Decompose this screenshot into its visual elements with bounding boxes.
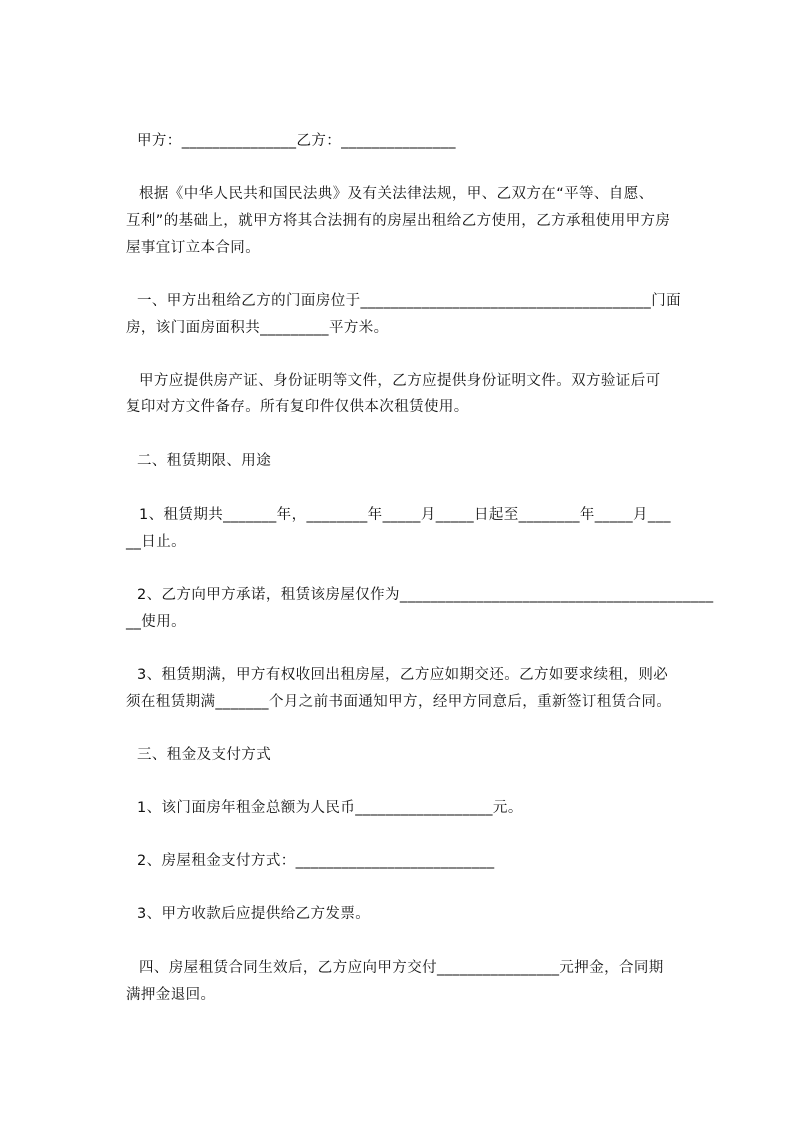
section-4-line-1: 四、房屋租赁合同生效后，乙方应向甲方交付________________元押金，合同期 xyxy=(139,960,664,976)
documents-line-2: 复印对方文件备存。所有复印件仅供本次租赁使用。 xyxy=(126,399,469,415)
section-3-heading: 三、租金及支付方式 xyxy=(137,747,272,763)
section-2-heading: 二、租赁期限、用途 xyxy=(137,453,272,469)
term-item-1-line-1: 1、租赁期共_______年，________年_____月_____日起至________年_____月___ xyxy=(139,507,671,523)
term-item-2-line-1: 2、乙方向甲方承诺，租赁该房屋仅作为_________________________________________ xyxy=(137,587,714,603)
preamble-line-1: 根据《中华人民共和国民法典》及有关法律法规，甲、乙双方在“平等、自愿、 xyxy=(139,186,654,202)
rent-item-3: 3、甲方收款后应提供给乙方发票。 xyxy=(137,906,371,922)
rent-item-2: 2、房屋租金支付方式：__________________________ xyxy=(137,853,495,869)
term-item-3-line-2: 须在租赁期满_______个月之前书面通知甲方，经甲方同意后，重新签订租赁合同。 xyxy=(126,694,672,710)
clause-1-line-1: 一、甲方出租给乙方的门面房位于______________________________________门面 xyxy=(137,293,681,309)
section-4-line-2: 满押金退回。 xyxy=(126,987,216,1003)
clause-1-line-2: 房，该门面房面积共_________平方米。 xyxy=(126,320,389,336)
documents-line-1: 甲方应提供房产证、身份证明等文件，乙方应提供身份证明文件。双方验证后可 xyxy=(139,373,661,389)
term-item-1-line-2: __日止。 xyxy=(126,534,186,550)
preamble-line-3: 屋事宜订立本合同。 xyxy=(126,240,261,256)
term-item-2-line-2: __使用。 xyxy=(126,614,186,630)
party-names-line: 甲方：_______________乙方：_______________ xyxy=(137,133,456,149)
rent-item-1: 1、该门面房年租金总额为人民币__________________元。 xyxy=(137,800,523,816)
preamble-line-2: 互利”的基础上，就甲方将其合法拥有的房屋出租给乙方使用，乙方承租使用甲方房 xyxy=(126,213,671,229)
term-item-3-line-1: 3、租赁期满，甲方有权收回出租房屋，乙方应如期交还。乙方如要求续租，则必 xyxy=(137,667,669,683)
